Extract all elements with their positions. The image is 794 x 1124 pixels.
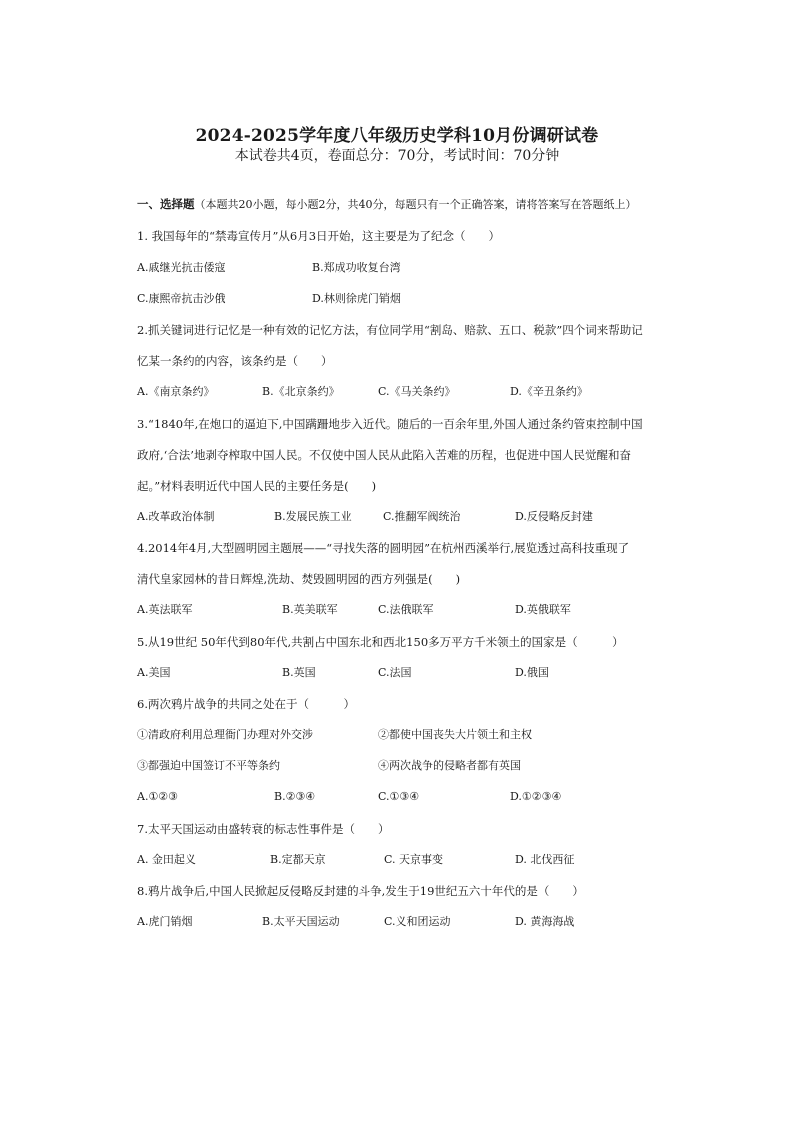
question-1-option-b: B.郑成功收复台湾	[312, 261, 401, 274]
question-1-option-c: C.康熙帝抗击沙俄	[137, 292, 226, 305]
question-6-statement-4: ④两次战争的侵略者都有英国	[378, 759, 521, 772]
question-3-option-d: D.反侵略反封建	[515, 510, 593, 523]
question-5-option-d: D.俄国	[515, 666, 549, 679]
question-2-option-d: D.《辛丑条约》	[510, 385, 588, 398]
section-heading-line	[137, 196, 637, 213]
question-7-option-a: A. 金田起义	[137, 853, 196, 866]
question-4-stem-line-2: 清代皇家园林的昔日辉煌,洗劫、焚毁圆明园的西方列强是( )	[137, 572, 461, 586]
question-7-option-b: B.定都天京	[270, 853, 326, 866]
question-1-option-a: A.戚继光抗击倭寇	[137, 261, 226, 274]
question-6-statement-3: ③都强迫中国签订不平等条约	[137, 759, 280, 772]
question-8-stem: 8.鸦片战争后,中国人民掀起反侵略反封建的斗争,发生于19世纪五六十年代的是（ ）	[137, 884, 584, 898]
question-6-option-c: C.①③④	[378, 790, 420, 803]
section-heading: 一、选择题	[137, 197, 195, 211]
question-3-option-b: B.发展民族工业	[274, 510, 352, 523]
question-4-option-d: D.英俄联军	[515, 603, 571, 616]
question-5-option-b: B.英国	[282, 666, 316, 679]
question-1-stem: 1. 我国每年的“禁毒宣传月”从6月3日开始，这主要是为了纪念（ ）	[137, 229, 501, 243]
question-4-option-a: A.英法联军	[137, 603, 193, 616]
question-2-option-b: B.《北京条约》	[262, 385, 340, 398]
question-8-option-d: D. 黄海海战	[515, 915, 575, 928]
question-3-stem-line-1: 3.“1840年,在炮口的逼迫下,中国蹒跚地步入近代。随后的一百余年里,外国人通过条约管束控制中国	[137, 417, 643, 431]
question-5-option-a: A.美国	[137, 666, 171, 679]
question-2-stem-line-2: 忆某一条约的内容，该条约是（ ）	[137, 354, 333, 368]
page-subtitle: 本试卷共4页，卷面总分：70分，考试时间：70分钟	[234, 148, 560, 164]
question-5-stem: 5.从19世纪 50年代到80年代,共割占中国东北和西北150多万平方千米领土的国家是（ ）	[137, 635, 624, 649]
question-6-option-a: A.①②③	[137, 790, 179, 803]
page-title: 2024-2025学年度八年级历史学科10月份调研试卷	[195, 126, 599, 146]
question-4-option-b: B.英美联军	[282, 603, 338, 616]
question-8-option-c: C.义和团运动	[384, 915, 451, 928]
question-6-stem: 6.两次鸦片战争的共同之处在于（ ）	[137, 697, 355, 711]
question-5-option-c: C.法国	[378, 666, 412, 679]
question-4-stem-line-1: 4.2014年4月,大型圆明园主题展——“寻找失落的圆明园”在杭州西溪举行,展览透过高科技重现了	[137, 541, 630, 555]
question-7-option-d: D. 北伐西征	[515, 853, 575, 866]
question-3-option-c: C.推翻军阀统治	[383, 510, 461, 523]
question-3-option-a: A.改革政治体制	[137, 510, 215, 523]
question-8-option-a: A.虎门销烟	[137, 915, 193, 928]
question-2-option-a: A.《南京条约》	[137, 385, 215, 398]
question-6-statement-2: ②都使中国丧失大片领土和主权	[378, 728, 532, 741]
question-6-option-d: D.①②③④	[510, 790, 562, 803]
question-2-option-c: C.《马关条约》	[378, 385, 456, 398]
question-6-statement-1: ①清政府利用总理衙门办理对外交涉	[137, 728, 313, 741]
question-7-stem: 7.太平天国运动由盛转衰的标志性事件是（ ）	[137, 822, 390, 836]
question-8-option-b: B.太平天国运动	[262, 915, 340, 928]
section-instructions: （本题共20小题，每小题2分，共40分，每题只有一个正确答案，请将答案写在答题纸上）	[194, 198, 637, 211]
question-3-stem-line-3: 起。”材料表明近代中国人民的主要任务是( )	[137, 479, 377, 493]
question-4-option-c: C.法俄联军	[378, 603, 434, 616]
question-7-option-c: C. 天京事变	[384, 853, 444, 866]
question-2-stem-line-1: 2.抓关键词进行记忆是一种有效的记忆方法，有位同学用“割岛、赔款、五口、税款”四个词来帮助记	[137, 323, 643, 337]
question-1-option-d: D.林则徐虎门销烟	[312, 292, 401, 305]
question-3-stem-line-2: 政府,‘合法’地剥夺榨取中国人民。不仅使中国人民从此陷入苦难的历程，也促进中国人民觉醒和奋	[137, 448, 631, 462]
question-6-option-b: B.②③④	[274, 790, 316, 803]
